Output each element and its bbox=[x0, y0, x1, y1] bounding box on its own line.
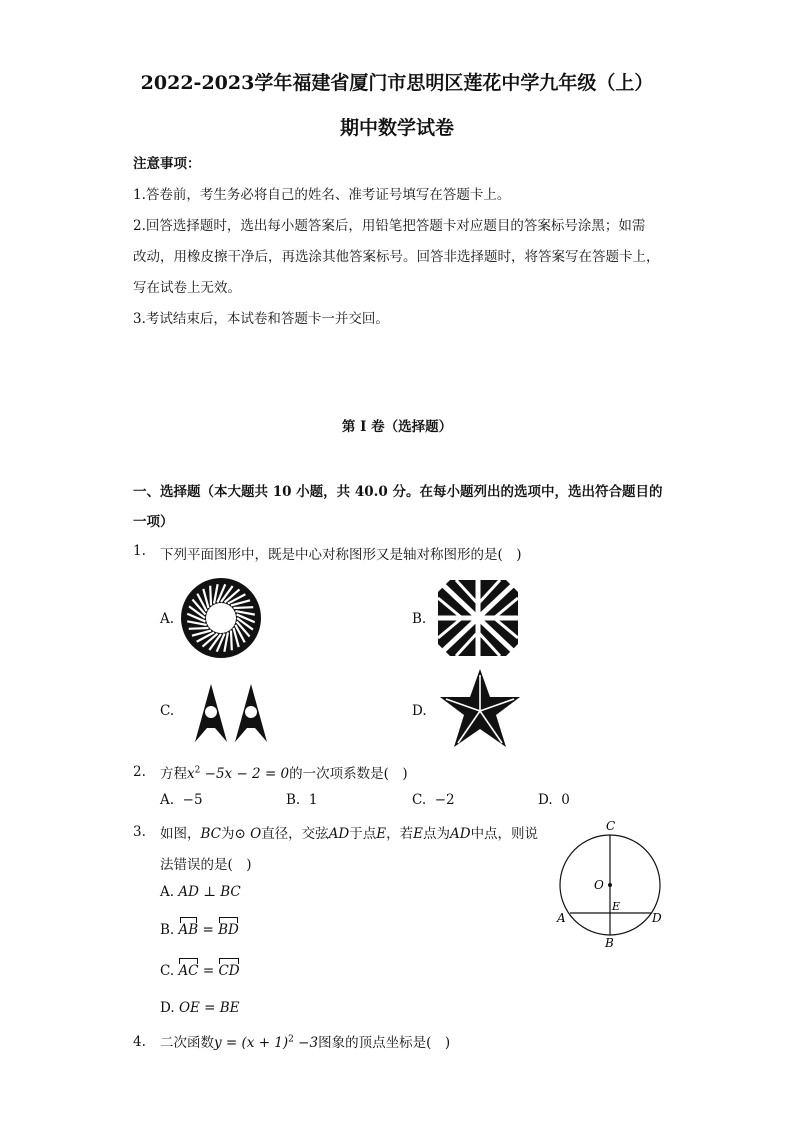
q1-option-d-label: D. bbox=[412, 703, 427, 719]
q2-stem-sup: 2 bbox=[194, 765, 201, 776]
q2-option-d-value: 0 bbox=[561, 792, 570, 808]
q3-stem-part: 于点 bbox=[349, 826, 377, 842]
q2-stem-eq: −5x − 2 = 0 bbox=[200, 766, 290, 782]
q2-option-a-value: −5 bbox=[182, 792, 203, 808]
q1-option-d-figure bbox=[438, 667, 522, 749]
q2-stem-x: x bbox=[187, 766, 195, 782]
q3-stem-line1 bbox=[160, 822, 538, 842]
q2-option-c bbox=[412, 792, 455, 808]
q3-option-b-eq: = bbox=[198, 922, 219, 938]
page-title-line2: 期中数学试卷 bbox=[339, 117, 454, 139]
ray-stroke bbox=[231, 631, 232, 651]
q3-option-a-value: AD ⊥ BC bbox=[178, 884, 241, 900]
q4-stem bbox=[160, 1031, 450, 1051]
q2-option-d bbox=[538, 792, 570, 808]
q3-stem-ad: AD bbox=[328, 826, 350, 842]
q2-number: 2. bbox=[133, 764, 146, 780]
q3-option-c-arc-right: CD bbox=[218, 963, 240, 979]
q4-stem-math: y = (x + 1) bbox=[214, 1035, 289, 1051]
q2-stem-post: 的一次项系数是( ) bbox=[289, 766, 408, 782]
ray-stroke bbox=[234, 607, 254, 608]
q3-stem-part: ，若 bbox=[386, 826, 414, 842]
q1-option-a-label: A. bbox=[160, 611, 175, 627]
q2-stem-pre: 方程 bbox=[160, 766, 187, 782]
q4-stem-post: 图象的顶点坐标是( ) bbox=[318, 1035, 451, 1051]
q4-number: 4. bbox=[133, 1034, 146, 1050]
q3-stem-e2: E bbox=[413, 826, 423, 842]
q3-option-c-arc-left: AC bbox=[178, 963, 199, 979]
snowflake-star-icon bbox=[436, 578, 520, 658]
q2-option-a bbox=[160, 792, 203, 808]
label-b: B bbox=[605, 936, 614, 950]
q3-option-b-label: B. bbox=[160, 922, 175, 938]
q2-option-b bbox=[286, 792, 317, 808]
q3-stem-circle-o: ⊙ O bbox=[234, 826, 262, 842]
circle-geometry-diagram bbox=[548, 815, 678, 955]
q3-option-c-eq: = bbox=[198, 963, 219, 979]
twin-shapes-icon bbox=[185, 680, 277, 744]
q3-option-c-label: C. bbox=[160, 963, 175, 979]
label-a: A bbox=[557, 911, 566, 925]
ray-stroke bbox=[189, 628, 209, 629]
label-c: C bbox=[606, 819, 616, 833]
notice-item-2-line1: 2.回答选择题时，选出每小题答案后，用铅笔把答题卡对应题目的答案标号涂黑；如需 bbox=[133, 218, 646, 234]
q3-stem-part: 为 bbox=[221, 826, 235, 842]
page-title-line1: 2022-2023学年福建省厦门市思明区莲花中学九年级（上） bbox=[140, 72, 654, 94]
q1-stem: 下列平面图形中，既是中心对称图形又是轴对称图形的是( ) bbox=[160, 547, 522, 563]
q3-option-d-label: D. bbox=[160, 1000, 175, 1016]
pentagram-icon bbox=[438, 667, 522, 749]
sun-ring-icon bbox=[178, 575, 264, 661]
q1-number: 1. bbox=[133, 543, 146, 559]
q4-stem-pre: 二次函数 bbox=[160, 1035, 214, 1051]
q4-stem-math2: −3 bbox=[293, 1035, 319, 1051]
q3-option-b-arc-right: BD bbox=[218, 922, 239, 938]
q1-option-b-figure bbox=[436, 578, 520, 658]
q1-option-b-label: B. bbox=[412, 611, 427, 627]
q3-stem-e: E bbox=[376, 826, 387, 842]
q3-option-d-value: OE = BE bbox=[178, 1000, 240, 1016]
q2-option-d-label: D. bbox=[538, 792, 553, 808]
part-title: 第 I 卷（选择题） bbox=[341, 419, 453, 435]
q3-stem-bc: BC bbox=[200, 826, 222, 842]
q3-stem-line2: 法错误的是( ) bbox=[160, 857, 252, 873]
q2-option-c-value: −2 bbox=[434, 792, 455, 808]
q4-stem-sup: 2 bbox=[288, 1034, 294, 1045]
q3-option-b bbox=[160, 922, 239, 938]
q3-option-b-arc-left: AB bbox=[178, 922, 199, 938]
q3-number: 3. bbox=[133, 824, 146, 840]
q2-option-a-label: A. bbox=[160, 792, 175, 808]
q2-option-b-label: B. bbox=[286, 792, 301, 808]
q1-option-a-figure bbox=[178, 575, 264, 661]
q3-option-a-label: A. bbox=[160, 884, 175, 900]
label-d: D bbox=[652, 911, 662, 925]
section-heading-line2: 一项） bbox=[133, 514, 174, 530]
notice-item-1: 1.答卷前，考生务必将自己的姓名、准考证号填写在答题卡上。 bbox=[133, 187, 511, 203]
q2-option-c-label: C. bbox=[412, 792, 427, 808]
q3-stem-part: 如图， bbox=[160, 826, 201, 842]
section-heading-line1: 一、选择题（本大题共 10 小题，共 40.0 分。在每小题列出的选项中，选出符合题目的 bbox=[133, 484, 663, 500]
q3-option-a bbox=[160, 884, 241, 900]
ray-stroke bbox=[210, 586, 211, 606]
q2-option-b-value: 1 bbox=[308, 792, 318, 808]
q3-figure bbox=[548, 815, 678, 955]
q3-stem-ad2: AD bbox=[449, 826, 471, 842]
notice-heading: 注意事项： bbox=[133, 156, 201, 172]
q1-option-c-label: C. bbox=[160, 703, 175, 719]
q3-option-c bbox=[160, 963, 240, 979]
notice-item-2-line2: 改动，用橡皮擦干净后，再选涂其他答案标号。回答非选择题时，将答案写在答题卡上， bbox=[133, 249, 660, 265]
q3-stem-part: 直径，交弦 bbox=[261, 826, 329, 842]
q3-stem-part: 点为 bbox=[422, 826, 450, 842]
label-e: E bbox=[612, 900, 621, 913]
q3-option-d bbox=[160, 1000, 240, 1016]
q3-stem-part: 中点，则说 bbox=[470, 826, 539, 842]
label-o: O bbox=[594, 878, 604, 892]
q1-option-c-figure bbox=[185, 680, 277, 744]
notice-item-3: 3.考试结束后，本试卷和答题卡一并交回。 bbox=[133, 311, 389, 327]
notice-item-2-line3: 写在试卷上无效。 bbox=[133, 280, 241, 296]
q2-stem bbox=[160, 762, 408, 782]
